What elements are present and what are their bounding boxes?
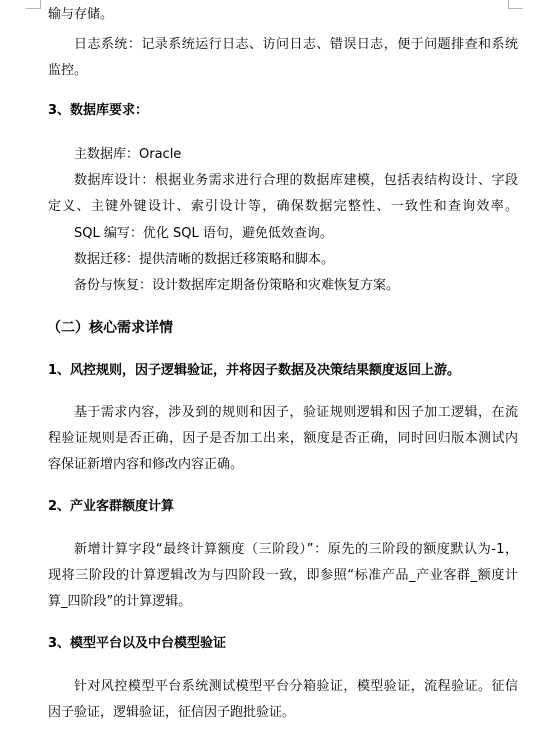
paragraph-line: 基于需求内容，涉及到的规则和因子，验证规则逻辑和因子加工逻辑，在流 [74,405,518,420]
paragraph-line: 因子验证，逻辑验证，征信因子跑批验证。 [48,705,296,720]
paragraph-line: 算_四阶段”的计算逻辑。 [48,594,192,609]
paragraph-line: 数据库设计：根据业务需求进行合理的数据库建模，包括表结构设计、字段 [74,173,518,188]
section-heading-risk-rules: 1、风控规则，因子逻辑验证，并将因子数据及决策结果额度返回上游。 [48,363,461,378]
paragraph-line: 程验证规则是否正确，因子是否加工出来，额度是否正确，同时回归版本测试内 [48,431,518,446]
paragraph-line: 备份与恢复：设计数据库定期备份策略和灾难恢复方案。 [74,278,400,293]
paragraph-line: 针对风控模型平台系统测试模型平台分箱验证，模型验证，流程验证。征信 [74,679,518,694]
page-corner-mark-left [26,0,41,9]
paragraph-line: 容保证新增内容和修改内容正确。 [48,457,244,472]
paragraph-line: 现将三阶段的计算逻辑改为与四阶段一致，即参照“标准产品_产业客群_额度计 [48,568,518,583]
section-heading-core-requirements: （二）核心需求详情 [47,320,173,336]
section-heading-database: 3、数据库要求： [48,103,149,118]
section-heading-model-platform: 3、模型平台以及中台模型验证 [48,636,227,651]
paragraph-line: 新增计算字段“最终计算额度（三阶段）”：原先的三阶段的额度默认为-1， [74,542,518,557]
paragraph-line: 数据迁移：提供清晰的数据迁移策略和脚本。 [74,252,335,267]
paragraph-line: 定义、主键外键设计、索引设计等，确保数据完整性、一致性和查询效率。 [48,199,518,214]
paragraph-line: 主数据库：Oracle [74,147,182,162]
paragraph-line: SQL 编写：优化 SQL 语句，避免低效查询。 [74,226,333,241]
paragraph-line: 日志系统：记录系统运行日志、访问日志、错误日志，便于问题排查和系统 [74,37,518,52]
paragraph-line: 输与存储。 [48,7,114,22]
paragraph-line: 监控。 [48,63,88,78]
section-heading-quota-calculation: 2、产业客群额度计算 [48,499,175,514]
